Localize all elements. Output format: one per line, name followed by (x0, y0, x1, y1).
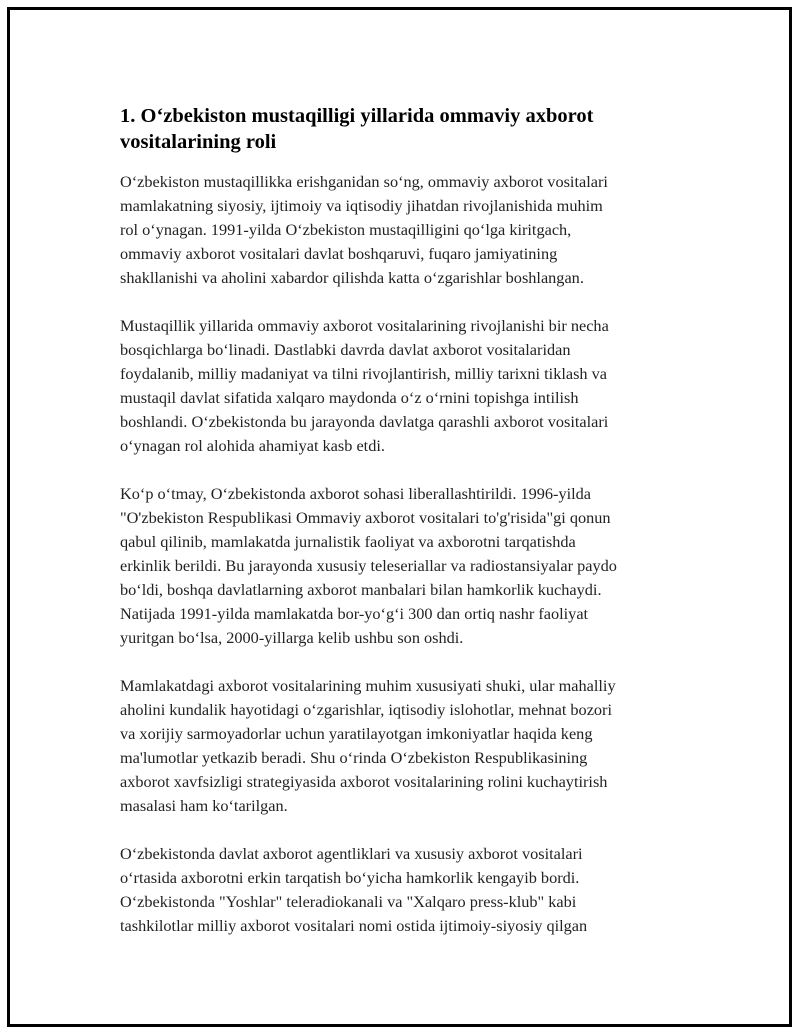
paragraph-4: Mamlakatdagi axborot vositalarining muhim xususiyati shuki, ular mahalliy aholini kundalik hayotidagi o‘zgarishlar, iqtisodiy islohotlar, mehnat bozori va xorijiy sarmoyadorlar uchun yaratilayotgan imkoniyatlar haqida keng ma'lumotlar yetkazib beradi. Shu o‘rinda O‘zbekiston Respublikasining axborot xavfsizligi strategiyasida axborot vositalarining rolini kuchaytirish masalasi ham ko‘tarilgan. (120, 676, 616, 815)
paragraph-2: Mustaqillik yillarida ommaviy axborot vositalarining rivojlanishi bir necha bosqichlarga bo‘linadi. Dastlabki davrda davlat axborot vositalaridan foydalanib, milliy madaniyat va tilni rivojlantirish, milliy tarixni tiklash va mustaqil davlat sifatida xalqaro maydonda o‘z o‘rnini topishga intilish boshlandi. O‘zbekistonda bu jarayonda davlatga qarashli axborot vositalari o‘ynagan rol alohida ahamiyat kasb etdi. (120, 316, 609, 455)
page-frame (7, 7, 792, 1027)
section-heading: 1. O‘zbekiston mustaqilligi yillarida ommaviy axborot vositalarining roli (120, 105, 594, 153)
paragraph-1: O‘zbekiston mustaqillikka erishganidan so‘ng, ommaviy axborot vositalari mamlakatning siyosiy, ijtimoiy va iqtisodiy jihatdan rivojlanishida muhim rol o‘ynagan. 1991-yilda O‘zbekiston mustaqilligini qo‘lga kiritgach, ommaviy axborot vositalari davlat boshqaruvi, fuqaro jamiyatining shakllanishi va aholini xabardor qilishda katta o‘zgarishlar boshlangan. (120, 172, 608, 287)
paragraph-3: Ko‘p o‘tmay, O‘zbekistonda axborot sohasi liberallashtirildi. 1996-yilda "O'zbekiston Respublikasi Ommaviy axborot vositalari to'g'risida"gi qonun qabul qilinib, mamlakatda jurnalistik faoliyat va axborotni tarqatishda erkinlik berildi. Bu jarayonda xususiy teleseriallar va radiostansiyalar paydo bo‘ldi, boshqa davlatlarning axborot manbalari bilan hamkorlik kuchaydi. Natijada 1991-yilda mamlakatda bor-yo‘g‘i 300 dan ortiq nashr faoliyat yuritgan bo‘lsa, 2000-yillarga kelib ushbu son oshdi. (120, 484, 617, 647)
paragraph-5: O‘zbekistonda davlat axborot agentliklari va xususiy axborot vositalari o‘rtasida axborotni erkin tarqatish bo‘yicha hamkorlik kengayib bordi. O‘zbekistonda "Yoshlar" teleradiokanali va "Xalqaro press-klub" kabi tashkilotlar milliy axborot vositalari nomi ostida ijtimoiy-siyosiy qilgan (120, 844, 588, 935)
document-body (120, 103, 700, 962)
